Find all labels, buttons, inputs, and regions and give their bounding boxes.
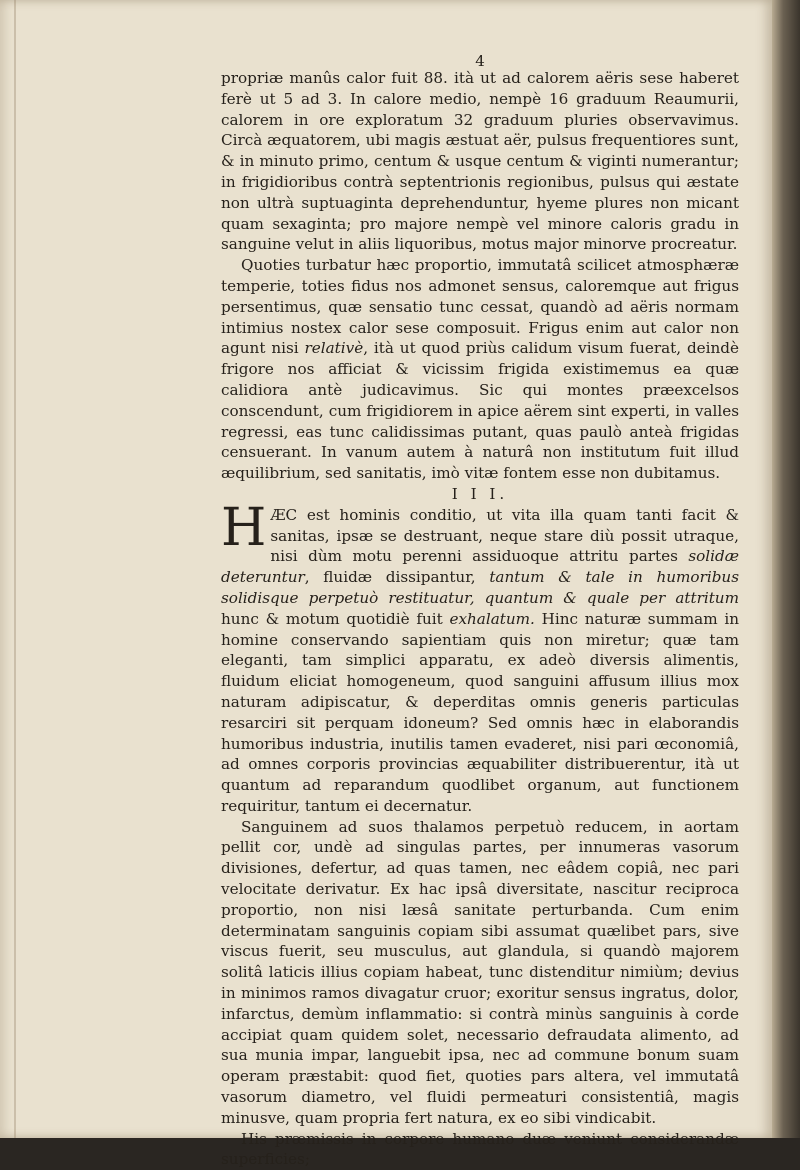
paragraph-3-italic-3: exhalatum. — [449, 609, 535, 628]
paragraph-3 — [221, 497, 739, 817]
paragraph-2-text-a: Quoties turbatur hæc proportio, immutatâ scilicet atmosphæræ temperie, toties fidus nos admonet sensus, caloremque aut frigus persentimus, quæ sensatio tunc cessat, quandò ad aëris normam intimius nostex calor sese composuit. Frigus enim aut calor non agunt nisi — [221, 256, 739, 358]
paragraph-3-text-a: ÆC est hominis conditio, ut vita illa quam tanti facit & sanitas, ipsæ se destruant, neque stare diù possit utraque, nisi dùm motu perenni assiduoque attritu partes — [270, 505, 739, 566]
page-number: 4 — [475, 52, 485, 70]
paragraph-4: Sanguinem ad suos thalamos perpetuò reducem, in aortam pellit cor, undè ad singulas partes, per innumeras vasorum divisiones, defertur, ad quas tamen, nec eâdem copiâ, nec pari velocitate derivatur. Ex hac ipsâ diversitate, nascitur reciproca proportio, non nisi læsâ sanitate perturbanda. Cum enim determinatam sanguinis copiam sibi assumat quælibet pars, sive viscus fuerit, seu musculus, aut glandula, si quandò majorem solitâ laticis illius copiam habeat, tunc distenditur nimiùm; devius in minimos ramos divagatur cruor; exoritur sensus ingratus, dolor, infarctus, demùm inflammatio: si contrà minùs sanguinis à corde accipiat quam quidem solet, necessario defraudata alimento, ad sua munia impar, languebit ipsa, nec ad commune bonum suam operam præstabit: quod fiet, quoties pars altera, vel immutatâ vasorum diametro, vel fluidi permeaturi consistentiâ, magis minusve, quam propria fert natura, ex eo sibi vindicabit. — [221, 817, 739, 1127]
drop-cap: H — [221, 497, 267, 558]
paragraph-3-italic-1: solidæ deteruntur — [221, 547, 739, 587]
paragraph-5: His præmissis in corpore humano duæ veniunt considerandæ superficies; — [221, 1129, 739, 1169]
paragraph-3-text-c: hunc & motum quotidiè fuit — [221, 609, 450, 628]
page-text — [221, 52, 739, 1170]
paragraph-2-text-b: , ità ut quod priùs calidum visum fuerat, deindè frigore nos afficiat & vicissim frigida existimemus ea quæ calidiora antè judicavimus. Sic qui montes præexcelsos conscendunt, cum frigidiorem in apice aërem sint experti, in valles regressi, eas tunc calidissimas putant, quas paulò anteà frigidas censuerant. In vanum autem à naturâ non institutum fuit illud æquilibrium, sed sanitatis, imò vitæ fontem esse non dubitamus. — [221, 339, 740, 483]
page-gutter — [14, 0, 16, 1138]
paragraph-3-text-b: , fluidæ dissipantur, — [304, 568, 490, 587]
paragraph-2 — [221, 255, 739, 484]
paragraph-1: propriæ manûs calor fuit 88. ità ut ad calorem aëris sese haberet ferè ut 5 ad 3. In calore medio, nempè 16 graduum Reaumurii, calorem in ore exploratum 32 graduum pluries observavimus. Circà æquatorem, ubi magis æstuat aër, pulsus frequentiores sunt, & in minuto primo, centum & usque centum & viginti numerantur; in frigidioribus contrà septentrionis regionibus, pulsus qui æstate non ultrà suptuaginta deprehenduntur, hyeme plures non micant quam sexaginta; pro majore nempè vel minore caloris gradu in sanguine velut in aliis liquoribus, motus major minorve procreatur. — [221, 69, 739, 254]
section-heading: I I I. — [451, 484, 509, 503]
paragraph-3-text-d: Hinc naturæ summam in homine conservando sapientiam quis non miretur; quæ tam eleganti, tam simplici apparatu, ex adeò diversis alimentis, fluidum eliciat homogeneum, quod sanguini affusum illius mox naturam adipiscatur, & deperditas omnis generis particulas resarciri sit perquam idoneum? Sed omnis hæc in elaborandis humoribus industria, inutilis tamen evaderet, nisi pari œconomiâ, ad omnes corporis provincias æquabiliter distribuerentur, ità ut quantum ad reparandum quodlibet organum, aut functionem requiritur, tantum ei decernatur. — [221, 609, 739, 815]
paragraph-2-italic: relativè — [304, 339, 364, 358]
book-edge — [772, 0, 800, 1138]
paragraph-3-italic-2: tantum & tale in humoribus solidisque perpetuò restituatur, quantum & quale per attritum — [221, 568, 739, 607]
